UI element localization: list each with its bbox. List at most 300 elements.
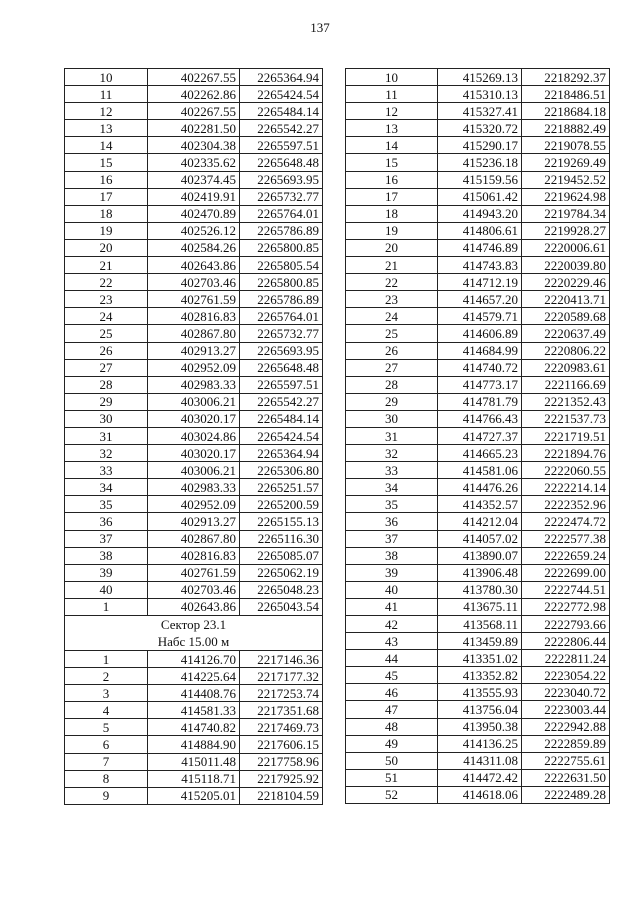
table-row	[65, 581, 323, 598]
point-number-cell: 16	[346, 171, 438, 188]
point-number-cell: 44	[346, 650, 438, 667]
y-coordinate-cell: 2265542.27	[240, 120, 323, 137]
y-coordinate-cell: 2221166.69	[522, 376, 610, 393]
table-row	[65, 685, 323, 702]
table-row	[65, 69, 323, 86]
table-row	[346, 342, 610, 359]
y-coordinate-cell: 2221719.51	[522, 427, 610, 444]
table-row	[346, 325, 610, 342]
x-coordinate-cell: 402867.80	[148, 530, 240, 547]
table-row	[65, 257, 323, 274]
y-coordinate-cell: 2222806.44	[522, 633, 610, 650]
y-coordinate-cell: 2217177.32	[240, 668, 323, 685]
point-number-cell: 29	[65, 393, 148, 410]
x-coordinate-cell: 402703.46	[148, 274, 240, 291]
point-number-cell: 23	[65, 291, 148, 308]
y-coordinate-cell: 2265484.14	[240, 410, 323, 427]
y-coordinate-cell: 2220983.61	[522, 359, 610, 376]
x-coordinate-cell: 414212.04	[438, 513, 522, 530]
y-coordinate-cell: 2222755.61	[522, 752, 610, 769]
point-number-cell: 48	[346, 718, 438, 735]
point-number-cell: 18	[65, 205, 148, 222]
left-table-bottom-rows	[65, 651, 323, 805]
y-coordinate-cell: 2265364.94	[240, 445, 323, 462]
x-coordinate-cell: 402952.09	[148, 359, 240, 376]
table-row	[346, 633, 610, 650]
point-number-cell: 22	[346, 274, 438, 291]
y-coordinate-cell: 2265424.54	[240, 86, 323, 103]
x-coordinate-cell: 413780.30	[438, 581, 522, 598]
point-number-cell: 13	[346, 120, 438, 137]
x-coordinate-cell: 402816.83	[148, 547, 240, 564]
y-coordinate-cell: 2217925.92	[240, 770, 323, 787]
point-number-cell: 37	[65, 530, 148, 547]
y-coordinate-cell: 2217469.73	[240, 719, 323, 736]
y-coordinate-cell: 2220637.49	[522, 325, 610, 342]
x-coordinate-cell: 414684.99	[438, 342, 522, 359]
x-coordinate-cell: 413459.89	[438, 633, 522, 650]
point-number-cell: 39	[65, 564, 148, 581]
x-coordinate-cell: 414311.08	[438, 752, 522, 769]
table-row	[65, 547, 323, 564]
x-coordinate-cell: 414606.89	[438, 325, 522, 342]
table-row	[65, 668, 323, 685]
point-number-cell: 1	[65, 598, 148, 615]
x-coordinate-cell: 415205.01	[148, 787, 240, 804]
y-coordinate-cell: 2265542.27	[240, 393, 323, 410]
y-coordinate-cell: 2221352.43	[522, 393, 610, 410]
x-coordinate-cell: 414581.33	[148, 702, 240, 719]
table-row	[65, 137, 323, 154]
point-number-cell: 12	[65, 103, 148, 120]
table-row	[346, 393, 610, 410]
table-row	[346, 701, 610, 718]
point-number-cell: 27	[65, 359, 148, 376]
y-coordinate-cell: 2265805.54	[240, 257, 323, 274]
x-coordinate-cell: 414408.76	[148, 685, 240, 702]
table-row	[346, 513, 610, 530]
y-coordinate-cell: 2222631.50	[522, 769, 610, 786]
point-number-cell: 35	[65, 496, 148, 513]
point-number-cell: 28	[346, 376, 438, 393]
point-number-cell: 1	[65, 651, 148, 668]
section-header-cell	[65, 616, 323, 651]
y-coordinate-cell: 2223054.22	[522, 667, 610, 684]
y-coordinate-cell: 2217146.36	[240, 651, 323, 668]
x-coordinate-cell: 403020.17	[148, 445, 240, 462]
point-number-cell: 38	[65, 547, 148, 564]
right-coordinates-table	[345, 68, 610, 804]
x-coordinate-cell: 402281.50	[148, 120, 240, 137]
x-coordinate-cell: 414057.02	[438, 530, 522, 547]
point-number-cell: 35	[346, 496, 438, 513]
x-coordinate-cell: 402983.33	[148, 376, 240, 393]
point-number-cell: 22	[65, 274, 148, 291]
x-coordinate-cell: 402526.12	[148, 222, 240, 239]
point-number-cell: 16	[65, 171, 148, 188]
table-row	[65, 702, 323, 719]
table-row	[65, 154, 323, 171]
point-number-cell: 6	[65, 736, 148, 753]
y-coordinate-cell: 2223003.44	[522, 701, 610, 718]
x-coordinate-cell: 402419.91	[148, 188, 240, 205]
x-coordinate-cell: 414581.06	[438, 462, 522, 479]
point-number-cell: 40	[65, 581, 148, 598]
table-row	[346, 154, 610, 171]
x-coordinate-cell: 414126.70	[148, 651, 240, 668]
table-row	[346, 291, 610, 308]
x-coordinate-cell: 414806.61	[438, 222, 522, 239]
table-row	[346, 581, 610, 598]
table-row	[346, 598, 610, 615]
point-number-cell: 39	[346, 564, 438, 581]
x-coordinate-cell: 415061.42	[438, 188, 522, 205]
y-coordinate-cell: 2219078.55	[522, 137, 610, 154]
table-row	[65, 496, 323, 513]
section-header-row	[65, 616, 323, 651]
point-number-cell: 11	[65, 86, 148, 103]
y-coordinate-cell: 2218104.59	[240, 787, 323, 804]
y-coordinate-cell: 2265364.94	[240, 69, 323, 86]
y-coordinate-cell: 2265693.95	[240, 171, 323, 188]
y-coordinate-cell: 2222659.24	[522, 547, 610, 564]
point-number-cell: 10	[346, 69, 438, 86]
table-row	[346, 222, 610, 239]
x-coordinate-cell: 415320.72	[438, 120, 522, 137]
y-coordinate-cell: 2265732.77	[240, 188, 323, 205]
x-coordinate-cell: 414352.57	[438, 496, 522, 513]
x-coordinate-cell: 414746.89	[438, 239, 522, 256]
x-coordinate-cell: 402983.33	[148, 479, 240, 496]
point-number-cell: 17	[65, 188, 148, 205]
y-coordinate-cell: 2265648.48	[240, 154, 323, 171]
point-number-cell: 27	[346, 359, 438, 376]
table-row	[346, 752, 610, 769]
table-row	[65, 445, 323, 462]
point-number-cell: 28	[65, 376, 148, 393]
table-row	[65, 462, 323, 479]
point-number-cell: 26	[65, 342, 148, 359]
x-coordinate-cell: 403020.17	[148, 410, 240, 427]
y-coordinate-cell: 2218486.51	[522, 86, 610, 103]
table-row	[346, 120, 610, 137]
x-coordinate-cell: 414884.90	[148, 736, 240, 753]
table-row	[346, 257, 610, 274]
y-coordinate-cell: 2265693.95	[240, 342, 323, 359]
y-coordinate-cell: 2220229.46	[522, 274, 610, 291]
point-number-cell: 2	[65, 668, 148, 685]
point-number-cell: 10	[65, 69, 148, 86]
y-coordinate-cell: 2265116.30	[240, 530, 323, 547]
table-row	[346, 239, 610, 256]
point-number-cell: 25	[346, 325, 438, 342]
page-number: 137	[310, 20, 330, 35]
table-row	[346, 786, 610, 803]
point-number-cell: 26	[346, 342, 438, 359]
table-row	[65, 120, 323, 137]
point-number-cell: 24	[65, 308, 148, 325]
y-coordinate-cell: 2265597.51	[240, 376, 323, 393]
point-number-cell: 24	[346, 308, 438, 325]
point-number-cell: 34	[65, 479, 148, 496]
point-number-cell: 9	[65, 787, 148, 804]
point-number-cell: 33	[346, 462, 438, 479]
point-number-cell: 31	[346, 427, 438, 444]
point-number-cell: 42	[346, 616, 438, 633]
y-coordinate-cell: 2222772.98	[522, 598, 610, 615]
y-coordinate-cell: 2220413.71	[522, 291, 610, 308]
table-row	[346, 462, 610, 479]
point-number-cell: 40	[346, 581, 438, 598]
y-coordinate-cell: 2220006.61	[522, 239, 610, 256]
x-coordinate-cell: 415290.17	[438, 137, 522, 154]
x-coordinate-cell: 402643.86	[148, 257, 240, 274]
x-coordinate-cell: 413906.48	[438, 564, 522, 581]
x-coordinate-cell: 414766.43	[438, 410, 522, 427]
x-coordinate-cell: 414225.64	[148, 668, 240, 685]
y-coordinate-cell: 2222352.96	[522, 496, 610, 513]
point-number-cell: 41	[346, 598, 438, 615]
point-number-cell: 51	[346, 769, 438, 786]
right-table-rows	[346, 69, 610, 804]
point-number-cell: 5	[65, 719, 148, 736]
table-row	[346, 137, 610, 154]
x-coordinate-cell: 413756.04	[438, 701, 522, 718]
x-coordinate-cell: 414618.06	[438, 786, 522, 803]
point-number-cell: 37	[346, 530, 438, 547]
table-row	[65, 753, 323, 770]
y-coordinate-cell: 2265048.23	[240, 581, 323, 598]
table-row	[346, 718, 610, 735]
point-number-cell: 32	[65, 445, 148, 462]
table-row	[65, 736, 323, 753]
table-row	[65, 171, 323, 188]
y-coordinate-cell: 2265800.85	[240, 239, 323, 256]
y-coordinate-cell: 2217606.15	[240, 736, 323, 753]
y-coordinate-cell: 2265306.80	[240, 462, 323, 479]
table-row	[346, 410, 610, 427]
y-coordinate-cell: 2222793.66	[522, 616, 610, 633]
table-row	[346, 171, 610, 188]
x-coordinate-cell: 402867.80	[148, 325, 240, 342]
table-row	[346, 650, 610, 667]
point-number-cell: 3	[65, 685, 148, 702]
x-coordinate-cell: 414943.20	[438, 205, 522, 222]
point-number-cell: 14	[346, 137, 438, 154]
y-coordinate-cell: 2265085.07	[240, 547, 323, 564]
point-number-cell: 32	[346, 445, 438, 462]
x-coordinate-cell: 414712.19	[438, 274, 522, 291]
table-row	[65, 513, 323, 530]
point-number-cell: 38	[346, 547, 438, 564]
x-coordinate-cell: 402262.86	[148, 86, 240, 103]
point-number-cell: 23	[346, 291, 438, 308]
x-coordinate-cell: 414727.37	[438, 427, 522, 444]
y-coordinate-cell: 2219784.34	[522, 205, 610, 222]
y-coordinate-cell: 2265786.89	[240, 291, 323, 308]
y-coordinate-cell: 2265424.54	[240, 427, 323, 444]
point-number-cell: 19	[346, 222, 438, 239]
table-row	[346, 684, 610, 701]
y-coordinate-cell: 2265800.85	[240, 274, 323, 291]
y-coordinate-cell: 2218882.49	[522, 120, 610, 137]
table-row	[65, 651, 323, 668]
x-coordinate-cell: 413675.11	[438, 598, 522, 615]
point-number-cell: 30	[346, 410, 438, 427]
x-coordinate-cell: 414740.82	[148, 719, 240, 736]
y-coordinate-cell: 2220806.22	[522, 342, 610, 359]
y-coordinate-cell: 2222699.00	[522, 564, 610, 581]
table-row	[65, 787, 323, 804]
table-row	[65, 376, 323, 393]
left-coordinates-table	[64, 68, 323, 805]
x-coordinate-cell: 402761.59	[148, 291, 240, 308]
x-coordinate-cell: 402643.86	[148, 598, 240, 615]
point-number-cell: 20	[346, 239, 438, 256]
table-row	[65, 479, 323, 496]
table-row	[65, 188, 323, 205]
x-coordinate-cell: 415159.56	[438, 171, 522, 188]
y-coordinate-cell: 2265251.57	[240, 479, 323, 496]
table-row	[346, 530, 610, 547]
y-coordinate-cell: 2265062.19	[240, 564, 323, 581]
point-number-cell: 21	[346, 257, 438, 274]
point-number-cell: 4	[65, 702, 148, 719]
y-coordinate-cell: 2222577.38	[522, 530, 610, 547]
table-row	[346, 103, 610, 120]
point-number-cell: 13	[65, 120, 148, 137]
table-row	[346, 667, 610, 684]
x-coordinate-cell: 414136.25	[438, 735, 522, 752]
x-coordinate-cell: 414579.71	[438, 308, 522, 325]
x-coordinate-cell: 402267.55	[148, 69, 240, 86]
table-row	[346, 359, 610, 376]
x-coordinate-cell: 414743.83	[438, 257, 522, 274]
point-number-cell: 18	[346, 205, 438, 222]
point-number-cell: 50	[346, 752, 438, 769]
table-row	[65, 427, 323, 444]
x-coordinate-cell: 414773.17	[438, 376, 522, 393]
table-row	[346, 616, 610, 633]
point-number-cell: 45	[346, 667, 438, 684]
y-coordinate-cell: 2219928.27	[522, 222, 610, 239]
y-coordinate-cell: 2221894.76	[522, 445, 610, 462]
x-coordinate-cell: 413351.02	[438, 650, 522, 667]
x-coordinate-cell: 415310.13	[438, 86, 522, 103]
table-row	[65, 274, 323, 291]
table-row	[65, 530, 323, 547]
table-row	[65, 770, 323, 787]
table-row	[65, 291, 323, 308]
point-number-cell: 11	[346, 86, 438, 103]
x-coordinate-cell: 413890.07	[438, 547, 522, 564]
x-coordinate-cell: 415269.13	[438, 69, 522, 86]
x-coordinate-cell: 413555.93	[438, 684, 522, 701]
point-number-cell: 29	[346, 393, 438, 410]
point-number-cell: 36	[65, 513, 148, 530]
y-coordinate-cell: 2220589.68	[522, 308, 610, 325]
left-table-top-rows	[65, 69, 323, 616]
y-coordinate-cell: 2265786.89	[240, 222, 323, 239]
table-row	[65, 393, 323, 410]
point-number-cell: 34	[346, 479, 438, 496]
table-row	[346, 479, 610, 496]
table-row	[65, 325, 323, 342]
point-number-cell: 15	[65, 154, 148, 171]
table-row	[65, 86, 323, 103]
table-row	[65, 103, 323, 120]
table-row	[346, 205, 610, 222]
point-number-cell: 15	[346, 154, 438, 171]
point-number-cell: 14	[65, 137, 148, 154]
section-title: Сектор 23.1	[160, 617, 227, 632]
y-coordinate-cell: 2222859.89	[522, 735, 610, 752]
x-coordinate-cell: 413950.38	[438, 718, 522, 735]
x-coordinate-cell: 403024.86	[148, 427, 240, 444]
y-coordinate-cell: 2265200.59	[240, 496, 323, 513]
y-coordinate-cell: 2218292.37	[522, 69, 610, 86]
table-row	[346, 769, 610, 786]
table-row	[65, 342, 323, 359]
point-number-cell: 25	[65, 325, 148, 342]
section-subtitle: Набс 15.00 м	[157, 634, 230, 649]
x-coordinate-cell: 403006.21	[148, 393, 240, 410]
x-coordinate-cell: 402470.89	[148, 205, 240, 222]
point-number-cell: 33	[65, 462, 148, 479]
x-coordinate-cell: 402584.26	[148, 239, 240, 256]
x-coordinate-cell: 414476.26	[438, 479, 522, 496]
x-coordinate-cell: 413352.82	[438, 667, 522, 684]
y-coordinate-cell: 2219452.52	[522, 171, 610, 188]
x-coordinate-cell: 414665.23	[438, 445, 522, 462]
x-coordinate-cell: 403006.21	[148, 462, 240, 479]
x-coordinate-cell: 414657.20	[438, 291, 522, 308]
x-coordinate-cell: 402761.59	[148, 564, 240, 581]
table-row	[346, 445, 610, 462]
y-coordinate-cell: 2265764.01	[240, 308, 323, 325]
y-coordinate-cell: 2218684.18	[522, 103, 610, 120]
table-row	[65, 410, 323, 427]
y-coordinate-cell: 2222942.88	[522, 718, 610, 735]
x-coordinate-cell: 402816.83	[148, 308, 240, 325]
x-coordinate-cell: 414740.72	[438, 359, 522, 376]
y-coordinate-cell: 2222744.51	[522, 581, 610, 598]
section-header-group	[65, 616, 323, 651]
point-number-cell: 47	[346, 701, 438, 718]
table-row	[65, 598, 323, 615]
x-coordinate-cell: 414781.79	[438, 393, 522, 410]
table-row	[346, 427, 610, 444]
y-coordinate-cell: 2217351.68	[240, 702, 323, 719]
point-number-cell: 46	[346, 684, 438, 701]
table-row	[346, 188, 610, 205]
point-number-cell: 52	[346, 786, 438, 803]
y-coordinate-cell: 2265484.14	[240, 103, 323, 120]
point-number-cell: 20	[65, 239, 148, 256]
x-coordinate-cell: 402267.55	[148, 103, 240, 120]
x-coordinate-cell: 402703.46	[148, 581, 240, 598]
y-coordinate-cell: 2265732.77	[240, 325, 323, 342]
point-number-cell: 8	[65, 770, 148, 787]
table-row	[346, 496, 610, 513]
point-number-cell: 36	[346, 513, 438, 530]
y-coordinate-cell: 2223040.72	[522, 684, 610, 701]
point-number-cell: 43	[346, 633, 438, 650]
table-row	[65, 239, 323, 256]
x-coordinate-cell: 413568.11	[438, 616, 522, 633]
x-coordinate-cell: 402304.38	[148, 137, 240, 154]
y-coordinate-cell: 2217253.74	[240, 685, 323, 702]
